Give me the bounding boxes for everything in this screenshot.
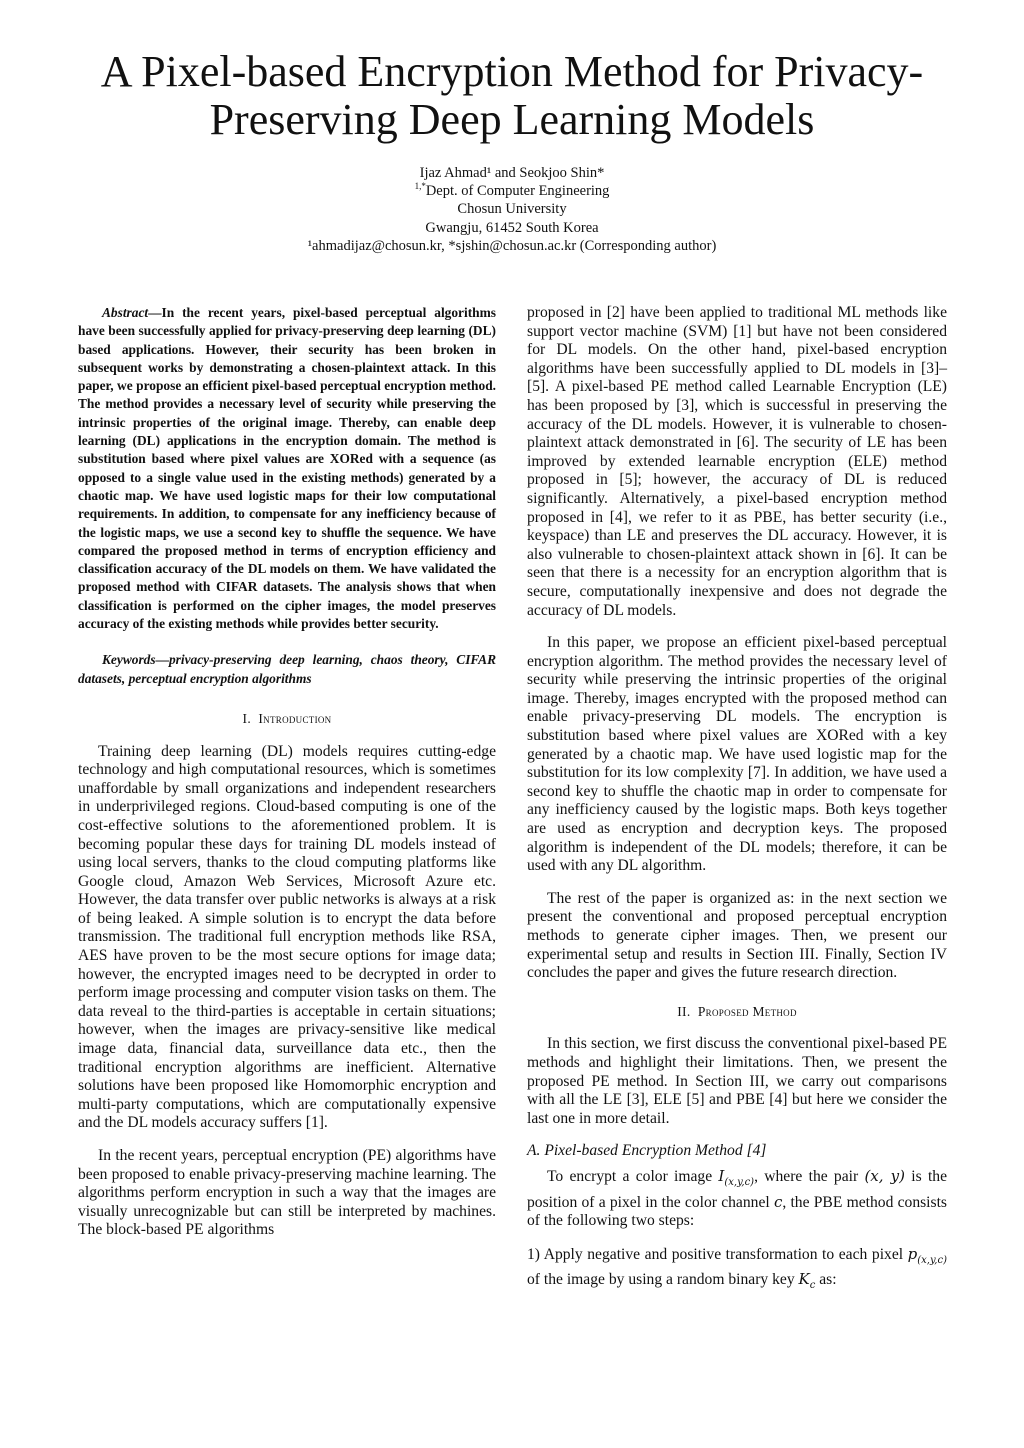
abstract-text: In the recent years, pixel-based perceptual algorithms have been successfully applied for privacy-preserving deep learning (DL) based applications. However, their security has been broken in subsequent works by demonstrating a chosen-plaintext attack. In this paper, we propose an efficient pixel-based perceptual encryption method. The method provides a necessary level of security while preserving the intrinsic properties of the original image. Thereby, can enable deep learning (DL) applications in the encryption domain. The method is substitution based where pixel values are XORed with a sequence (as opposed to a single value used in the existing methods) generated by a chaotic map. We have used logistic maps for their low computational requirements. In addition, to compensate for any inefficiency because of the logistic maps, we use a second key to shuffle the sequence. We have compared the proposed method in terms of encryption efficiency and classification accuracy of the DL models on them. We have validated the proposed method with CIFAR datasets. The analysis shows that when classification is performed on the cipher images, the model preserves accuracy of the existing methods while provides better security. [78, 305, 496, 632]
intro-paragraph-2-continued: proposed in [2] have been applied to traditional ML methods like support vector machine (SVM) [1] but have not been considered for DL models. On the other hand, pixel-based encryption algorithms have been successfully applied to DL models in [3]–[5]. A pixel-based PE method called Learnable Encryption (LE) has been proposed by [3], which is successful in preserving the accuracy of the DL models. However, it is vulnerable to chosen-plaintext attack demonstrated in [6]. The security of LE has been improved by extended learnable encryption (ELE) method proposed in [5]; however, the accuracy of DL is reduced significantly. Alternatively, a pixel-based encryption method proposed in [4], we refer to it as PBE, has better security (i.e., keyspace) than LE and preserves the DL accuracy. However, it is also vulnerable to chosen-plaintext attack shown in [6]. It can be seen that there is a necessity for an encryption algorithm that is secure, computationally inexpensive and does not degrade the accuracy of DL models. [527, 304, 947, 619]
title-line-1: A Pixel-based Encryption Method for Privacy- [100, 47, 924, 96]
paper-title [60, 48, 964, 144]
author-names: Ijaz Ahmad¹ and Seokjoo Shin* [419, 165, 605, 181]
image-symbol: $I_{(x,y,c)}$ [718, 1166, 755, 1188]
author-city: Gwangju, 61452 South Korea [425, 219, 599, 236]
keywords-text: privacy-preserving deep learning, chaos theory, CIFAR datasets, perceptual encryption algorithms [78, 652, 496, 686]
section-heading-proposed-method: II. Proposed Method [677, 1003, 797, 1019]
subsection-heading-pbe: A. Pixel-based Encryption Method [4] [527, 1142, 767, 1160]
left-column [78, 304, 496, 1254]
affiliation-marker: 1,* [414, 181, 426, 192]
pixel-symbol: $p_{(x,y,c)}$ [907, 1244, 947, 1266]
position-symbol: (x, y) [864, 1166, 905, 1185]
abstract: Abstract—In the recent years, pixel-based perceptual algorithms have been successfully applied for privacy-preserving deep learning (DL) based applications. However, their security has been broken in subsequent works by demonstrating a chosen-plaintext attack. In this paper, we propose an efficient pixel-based perceptual encryption method. The method provides a necessary level of security while preserving the intrinsic properties of the original image. Thereby, can enable deep learning (DL) applications in the encryption domain. The method is substitution based where pixel values are XORed with a sequence (as opposed to a single value used in the existing methods) generated by a chaotic map. We have used logistic maps for their low computational requirements. In addition, to compensate for any inefficiency because of the logistic maps, we use a second key to shuffle the sequence. We have compared the proposed method in terms of encryption efficiency and classification accuracy of the DL models on them. We have validated the proposed method with CIFAR datasets. The analysis shows that when classification is performed on the cipher images, the model preserves accuracy of the existing methods while provides better security. [78, 305, 496, 632]
method-paragraph-1: In this section, we first discuss the conventional pixel-based PE methods and highlight their limitations. Then, we present the proposed PE method. In Section III, we carry out comparisons with all the LE [3], ELE [5] and PBE [4] but here we consider the last one in more detail. [527, 1035, 947, 1127]
intro-paragraph-3: In this paper, we propose an efficient pixel-based perceptual encryption algorithm. The method provides the necessary level of security while preserving the intrinsic properties of the original image. Thereby, images encrypted with the proposed method can enable privacy-preserving DL models. The encryption is substitution based where pixel values are XORed with a key generated by a chaotic map. We have used logistic map for the substitution for its low complexity [7]. In addition, we have used a second key to shuffle the chaotic map in order to compensate for any inefficiency caused by the logistic maps. Both keys together are used as encryption and decryption keys. The proposed algorithm is independent of the DL models; therefore, it can be used with any DL algorithm. [527, 634, 947, 875]
key-symbol: $K_c$ [798, 1270, 816, 1292]
channel-symbol: c [773, 1192, 783, 1211]
abstract-label: Abstract [102, 305, 149, 320]
method-paragraph-2: To encrypt a color image $I_{(x,y,c)}$, where the pair (x, y) is the position of a pixel in the color channel c, the PBE method consists of the following two steps: [527, 1166, 947, 1230]
title-line-2: Preserving Deep Learning Models [209, 95, 815, 144]
keywords [78, 651, 496, 688]
method-step-1: 1) Apply negative and positive transformation to each pixel $p_{(x,y,c)}$ of the image by using a random binary key $K_c$ as: [527, 1244, 947, 1292]
intro-paragraph-2: In the recent years, perceptual encryption (PE) algorithms have been proposed to enable privacy-preserving machine learning. The algorithms perform encryption in such a way that the images are visually unrecognizable but can still be interpreted by machines. The block-based PE algorithms [78, 1147, 496, 1239]
author-block [160, 164, 864, 255]
keywords-label: Keywords— [102, 652, 169, 668]
intro-paragraph-1: Training deep learning (DL) models requires cutting-edge technology and high computational resources, which is sometimes unaffordable by small organizations and independent researchers in underprivileged regions. Cloud-based computing is one of the cost-effective solutions to the aforementioned problem. It is becoming popular these days for training DL models instead of using local servers, thanks to the cloud computing platforms like Google cloud, Amazon Web Services, Microsoft Azure etc. However, the data transfer over public networks is always at a risk of being leaked. A simple solution is to encrypt the data before transmission. The traditional full encryption methods like RSA, AES have proven to be the most secure options for image data; however, the encrypted images need to be decrypted in order to perform image processing and computer vision tasks on them. The data reveal to the third-parties is acceptable in certain situations; however, when the images are privacy-sensitive like medical image data, financial data, surveillance data etc., then the traditional encryption algorithms are inefficient. Alternative solutions have been proposed like Homomorphic encryption and multi-party computations, which are computationally expensive and the DL models accuracy suffers [1]. [78, 742, 496, 1132]
section-heading-introduction: I. Introduction [242, 710, 332, 726]
intro-paragraph-4: The rest of the paper is organized as: in the next section we present the conventional and proposed perceptual encryption methods to generate cipher images. Then, we present our experimental setup and results in Section III. Finally, Section IV concludes the paper and gives the future research direction. [527, 889, 947, 982]
author-university: Chosun University [457, 201, 567, 218]
right-column [527, 304, 947, 1310]
author-emails: ¹ahmadijaz@chosun.kr, *sjshin@chosun.ac.kr (Corresponding author) [307, 237, 717, 254]
author-department: $^{1,*}$Dept. of Computer Engineering [414, 181, 610, 200]
